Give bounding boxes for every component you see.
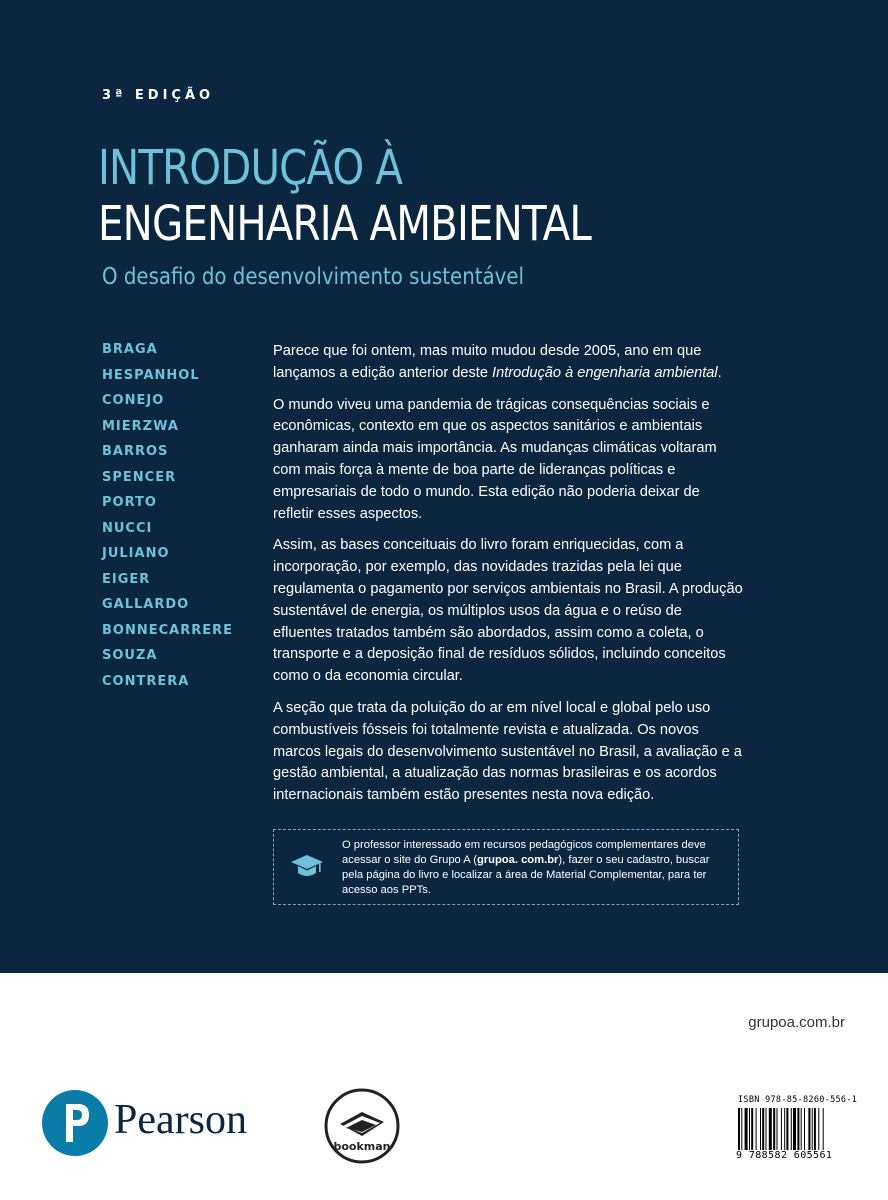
barcode-bar xyxy=(777,1108,778,1152)
barcode-bar xyxy=(784,1108,785,1152)
barcode-bar xyxy=(766,1108,767,1152)
author-name: GALLARDO xyxy=(102,597,190,612)
author-name: MIERZWA xyxy=(102,418,179,434)
synopsis-paragraph-4: A seção que trata da poluição do ar em nível local e global pelo uso combustíveis fósseis foi totalmente revista e atualizada. Os novos marcos legais do desenvolvimento sustentável no Brasil, a avaliação e a gestão ambiental, a atualização das normas brasileiras e os acordos internacionais também estão presentes nesta nova edição. xyxy=(273,699,742,804)
synopsis-paragraph-3: Assim, as bases conceituais do livro foram enriquecidas, com a incorporação, por exemplo, das novidades trazidas pela lei que regulamenta o pagamento por serviços ambientais no Brasil. A produção sustentável de energia, os múltiplos usos da água e o reúso de efluentes tratados também são abordados, assim como a coleta, o transporte e a deposição final de resíduos sólidos, incluindo conceitos como o da economia circular. xyxy=(273,537,743,685)
synopsis-paragraph-1: Parece que foi ontem, mas muito mudou desde 2005, ano em que lançamos a edição anterior deste Introdução à engenharia ambiental. xyxy=(273,343,722,381)
book-title-italic: Introdução à engenharia ambiental xyxy=(492,364,718,381)
barcode-bar xyxy=(741,1108,742,1152)
subtitle: O desafio do desenvolvimento sustentável xyxy=(102,264,525,290)
barcode-bar xyxy=(818,1108,819,1152)
barcode-digits: 9 788582 605561 xyxy=(736,1150,833,1161)
title-line-2: ENGENHARIA AMBIENTAL xyxy=(98,196,592,252)
author-name: SOUZA xyxy=(102,648,158,663)
isbn-barcode xyxy=(738,1108,850,1152)
barcode-bar xyxy=(749,1108,750,1152)
barcode-bar xyxy=(791,1108,792,1152)
barcode-bar xyxy=(808,1108,810,1152)
barcode-bar xyxy=(804,1108,805,1152)
edition-label: 3ª EDIÇÃO xyxy=(102,88,215,103)
author-list xyxy=(102,341,233,698)
author-name: SPENCER xyxy=(102,469,177,485)
barcode-bar xyxy=(762,1108,764,1152)
author-name: HESPANHOL xyxy=(102,367,200,383)
barcode-bar xyxy=(814,1108,816,1152)
pearson-logo-icon xyxy=(42,1090,108,1156)
barcode-bar xyxy=(797,1108,799,1152)
barcode-bar xyxy=(769,1108,772,1152)
author-name: BRAGA xyxy=(102,342,158,357)
author-name: BARROS xyxy=(102,444,169,459)
bookman-logo-icon xyxy=(324,1088,400,1164)
graduation-cap-icon xyxy=(290,852,324,880)
barcode-bar xyxy=(812,1108,813,1152)
website-url: grupoa.com.br xyxy=(748,1014,845,1031)
barcode-bar xyxy=(773,1108,775,1152)
barcode-bar xyxy=(745,1108,748,1152)
barcode-bar xyxy=(738,1108,740,1152)
barcode-bar xyxy=(756,1108,757,1152)
publisher-name: Pearson xyxy=(114,1097,247,1143)
author-name: CONEJO xyxy=(102,393,165,408)
barcode-bar xyxy=(786,1108,788,1152)
barcode-bar xyxy=(781,1108,782,1152)
title-line-1: INTRODUÇÃO À xyxy=(98,140,403,196)
author-name: EIGER xyxy=(102,571,151,587)
barcode-bar xyxy=(793,1108,796,1152)
author-name: NUCCI xyxy=(102,520,153,536)
barcode-bar xyxy=(823,1108,824,1152)
bookman-logo-text: bookman xyxy=(333,1140,391,1153)
author-name: BONNECARRERE xyxy=(102,622,233,638)
barcode-bar xyxy=(751,1108,753,1152)
author-name: JULIANO xyxy=(102,546,170,561)
author-name: CONTRERA xyxy=(102,673,190,689)
isbn-label: ISBN 978-85-8260-556-1 xyxy=(738,1095,858,1105)
synopsis-paragraph-2: O mundo viveu uma pandemia de trágicas consequências sociais e econômicas, contexto em que os aspectos sanitários e ambientais ganharam ainda mais importância. As mudanças climáticas voltaram com mais força à mente de boa parte de lideranças políticas e empresariais de todo o mundo. Esta edição não poderia deixar de refletir esses aspectos. xyxy=(273,396,717,522)
barcode-bar xyxy=(801,1108,802,1152)
barcode-bar xyxy=(760,1108,761,1152)
teacher-notice-text: O professor interessado em recursos pedagógicos complementares deve acessar o site do Grupo A (grupoa. com.br), fazer o seu cadastro, buscar pela página do livro e localizar a área de Material Complementar, para ter acesso aos PPTs. xyxy=(342,839,710,896)
synopsis xyxy=(273,341,743,817)
author-name: PORTO xyxy=(102,495,157,510)
teacher-notice-box xyxy=(273,829,739,905)
site-link-bold: grupoa. com.br xyxy=(476,854,559,866)
